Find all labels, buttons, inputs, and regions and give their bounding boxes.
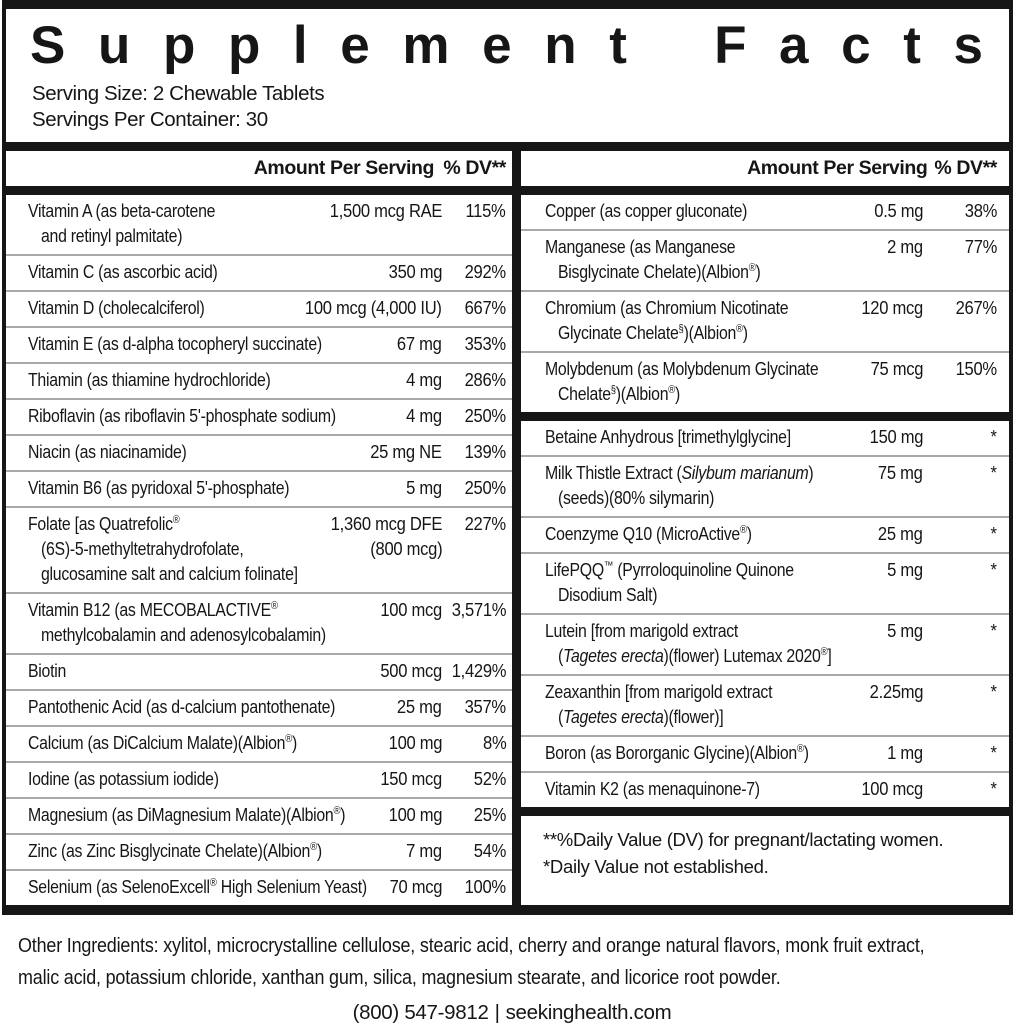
nutrient-amount: 0.5 mg (874, 201, 923, 221)
nutrient-name: Selenium (as SelenoExcell® High Selenium Yeast) (28, 877, 367, 897)
nutrient-amount: 25 mg NE (370, 442, 442, 462)
nutrient-daily-value: * (990, 779, 997, 799)
nutrient-row (6, 761, 512, 797)
nutrient-daily-value: 3,571% (451, 600, 506, 620)
nutrient-name: Copper (as copper gluconate) (545, 201, 748, 221)
nutrient-daily-value: 139% (464, 442, 506, 462)
nutrient-daily-value: 250% (464, 406, 506, 426)
nutrient-daily-value: 150% (955, 359, 997, 379)
nutrient-name: Thiamin (as thiamine hydrochloride) (28, 370, 271, 390)
nutrient-name: Folate [as Quatrefolic® (6S)-5-methyltetrahydrofolate, glucosamine salt and calcium folinate] (28, 514, 298, 584)
nutrient-daily-value: 267% (955, 298, 997, 318)
nutrient-row (6, 592, 512, 653)
footnotes (521, 816, 1009, 894)
nutrient-daily-value: 1,429% (451, 661, 506, 681)
nutrient-daily-value: * (990, 427, 997, 447)
nutrient-name: Vitamin B6 (as pyridoxal 5'-phosphate) (28, 478, 290, 498)
nutrient-row (521, 516, 1009, 552)
nutrient-amount: 100 mcg (4,000 IU) (305, 298, 442, 318)
nutrient-amount: 150 mg (869, 427, 923, 447)
nutrient-daily-value: 8% (482, 733, 506, 753)
nutrient-daily-value: 25% (473, 805, 506, 825)
nutrient-row (521, 455, 1009, 516)
nutrient-daily-value: 667% (464, 298, 506, 318)
nutrient-amount: 75 mcg (870, 359, 923, 379)
column-divider (512, 151, 521, 905)
nutrient-amount: 120 mcg (861, 298, 923, 318)
other-ingredients-line: Other Ingredients: xylitol, microcrystalline cellulose, stearic acid, cherry and orange natural flavors, monk fruit extract, (18, 934, 925, 957)
serving-info (6, 74, 1009, 142)
nutrient-name: Betaine Anhydrous [trimethylglycine] (545, 427, 791, 447)
contact-line (0, 1001, 1024, 1025)
amount-per-serving-header: Amount Per Serving (747, 157, 928, 179)
nutrient-name: LifePQQ™ (Pyrroloquinoline Quinone Disodium Salt) (545, 560, 794, 605)
nutrient-row (521, 421, 1009, 455)
page-title: S u p p l e m e n t F a c t s (30, 16, 983, 75)
serving-size: Serving Size: 2 Chewable Tablets (32, 82, 325, 105)
nutrient-name: Milk Thistle Extract (Silybum marianum) (seeds)(80% silymarin) (545, 463, 814, 508)
nutrient-daily-value: 100% (464, 877, 506, 897)
nutrient-row (521, 735, 1009, 771)
nutrient-daily-value: 77% (964, 237, 997, 257)
nutrient-row (521, 613, 1009, 674)
nutrient-amount: 100 mg (388, 733, 442, 753)
nutrient-amount: 150 mcg (380, 769, 442, 789)
nutrient-row (6, 797, 512, 833)
nutrient-amount: 75 mg (878, 463, 923, 483)
nutrient-row (6, 689, 512, 725)
nutrient-daily-value: 52% (473, 769, 506, 789)
supplement-facts-panel (2, 0, 1013, 915)
nutrient-daily-value: 353% (464, 334, 506, 354)
nutrient-row (521, 290, 1009, 351)
nutrient-daily-value: * (990, 560, 997, 580)
footnote-dv: **%Daily Value (DV) for pregnant/lactating women. (543, 829, 944, 850)
nutrient-name: Vitamin A (as beta-carotene and retinyl palmitate) (28, 201, 216, 246)
other-actives-rows (521, 421, 1009, 807)
nutrient-row (521, 195, 1009, 229)
nutrient-amount: 100 mg (388, 805, 442, 825)
nutrient-amount: 350 mg (388, 262, 442, 282)
nutrient-daily-value: * (990, 743, 997, 763)
nutrient-name: Vitamin C (as ascorbic acid) (28, 262, 218, 282)
nutrient-name: Magnesium (as DiMagnesium Malate)(Albion®) (28, 805, 346, 825)
nutrient-name: Niacin (as niacinamide) (28, 442, 187, 462)
nutrient-amount: 5 mg (406, 478, 442, 498)
right-column (521, 151, 1009, 905)
nutrient-amount: 70 mcg (389, 877, 442, 897)
nutrient-daily-value: 292% (464, 262, 506, 282)
nutrient-row (6, 869, 512, 905)
nutrient-daily-value: 286% (464, 370, 506, 390)
nutrient-amount: 4 mg (406, 406, 442, 426)
nutrient-name: Riboflavin (as riboflavin 5'-phosphate sodium) (28, 406, 336, 426)
nutrient-amount: 100 mcg (861, 779, 923, 799)
nutrient-amount: 100 mcg (380, 600, 442, 620)
nutrient-row (6, 254, 512, 290)
phone-number: (800) 547-9812 (352, 1001, 489, 1024)
header-rule (6, 186, 512, 195)
dv-header: % DV** (934, 157, 997, 179)
nutrient-name: Iodine (as potassium iodide) (28, 769, 219, 789)
nutrient-daily-value: * (990, 682, 997, 702)
nutrient-row (6, 653, 512, 689)
nutrient-name: Zeaxanthin [from marigold extract (Tagetes erecta)(flower)] (545, 682, 773, 727)
nutrient-amount: 25 mg (397, 697, 442, 717)
nutrient-row (6, 434, 512, 470)
nutrient-row (6, 506, 512, 592)
nutrient-daily-value: * (990, 621, 997, 641)
nutrient-row (521, 674, 1009, 735)
nutrient-daily-value: 250% (464, 478, 506, 498)
left-column-header (6, 151, 512, 186)
nutrient-name: Vitamin E (as d-alpha tocopheryl succinate) (28, 334, 322, 354)
section-divider (521, 807, 1009, 816)
nutrient-daily-value: 227% (464, 514, 506, 534)
facts-table (6, 151, 1009, 905)
nutrient-row (6, 362, 512, 398)
nutrient-name: Vitamin B12 (as MECOBALACTIVE® methylcobalamin and adenosylcobalamin) (28, 600, 326, 645)
section-divider (521, 412, 1009, 421)
nutrient-name: Calcium (as DiCalcium Malate)(Albion®) (28, 733, 297, 753)
amount-per-serving-header: Amount Per Serving (253, 157, 434, 179)
servings-per-container: Servings Per Container: 30 (32, 108, 268, 131)
nutrient-row (521, 351, 1009, 412)
separator: | (494, 1001, 500, 1024)
nutrient-name: Manganese (as Manganese Bisglycinate Chelate)(Albion®) (545, 237, 761, 282)
nutrient-daily-value: 38% (964, 201, 997, 221)
nutrient-row (6, 195, 512, 254)
nutrient-row (521, 771, 1009, 807)
divider-top (6, 142, 1009, 151)
left-column (6, 151, 512, 905)
nutrient-amount: 4 mg (406, 370, 442, 390)
nutrient-amount: 1,500 mcg RAE (329, 201, 442, 221)
other-ingredients-line: malic acid, potassium chloride, xanthan gum, silica, magnesium stearate, and licorice root powder. (18, 966, 781, 989)
nutrient-amount: 1 mg (887, 743, 923, 763)
nutrient-amount: 7 mg (406, 841, 442, 861)
nutrient-name: Boron (as Bororganic Glycine)(Albion®) (545, 743, 809, 763)
nutrient-row (6, 833, 512, 869)
header-rule (521, 186, 1009, 195)
nutrient-name: Pantothenic Acid (as d-calcium pantothenate) (28, 697, 336, 717)
right-column-header (521, 151, 1009, 186)
nutrient-daily-value: 54% (473, 841, 506, 861)
nutrient-amount: 67 mg (397, 334, 442, 354)
nutrient-daily-value: 357% (464, 697, 506, 717)
nutrient-daily-value: * (990, 463, 997, 483)
website: seekinghealth.com (505, 1001, 672, 1024)
nutrient-row (521, 229, 1009, 290)
nutrient-daily-value: 115% (465, 201, 506, 221)
nutrient-row (6, 470, 512, 506)
nutrient-amount: 1,360 mcg DFE (800 mcg) (330, 514, 442, 559)
nutrient-amount: 5 mg (887, 560, 923, 580)
minerals-rows (521, 195, 1009, 412)
nutrient-name: Biotin (28, 661, 67, 681)
nutrient-name: Lutein [from marigold extract (Tagetes erecta)(flower) Lutemax 2020®] (545, 621, 832, 666)
nutrient-name: Vitamin D (cholecalciferol) (28, 298, 205, 318)
other-ingredients (18, 930, 1024, 994)
nutrient-row (6, 326, 512, 362)
nutrient-amount: 500 mcg (380, 661, 442, 681)
nutrient-daily-value: * (990, 524, 997, 544)
nutrient-name: Vitamin K2 (as menaquinone-7) (545, 779, 760, 799)
nutrient-amount: 25 mg (878, 524, 923, 544)
nutrient-name: Chromium (as Chromium Nicotinate Glycinate Chelate§)(Albion®) (545, 298, 789, 343)
nutrient-row (6, 398, 512, 434)
nutrient-name: Coenzyme Q10 (MicroActive®) (545, 524, 752, 544)
dv-header: % DV** (443, 157, 506, 179)
nutrient-amount: 2.25mg (869, 682, 923, 702)
left-nutrient-rows (6, 195, 512, 905)
nutrient-name: Zinc (as Zinc Bisglycinate Chelate)(Albion®) (28, 841, 322, 861)
nutrient-amount: 2 mg (887, 237, 923, 257)
nutrient-row (6, 290, 512, 326)
nutrient-amount: 5 mg (887, 621, 923, 641)
nutrient-name: Molybdenum (as Molybdenum Glycinate Chelate§)(Albion®) (545, 359, 819, 404)
footnote-not-established: *Daily Value not established. (543, 856, 769, 877)
nutrient-row (521, 552, 1009, 613)
nutrient-row (6, 725, 512, 761)
